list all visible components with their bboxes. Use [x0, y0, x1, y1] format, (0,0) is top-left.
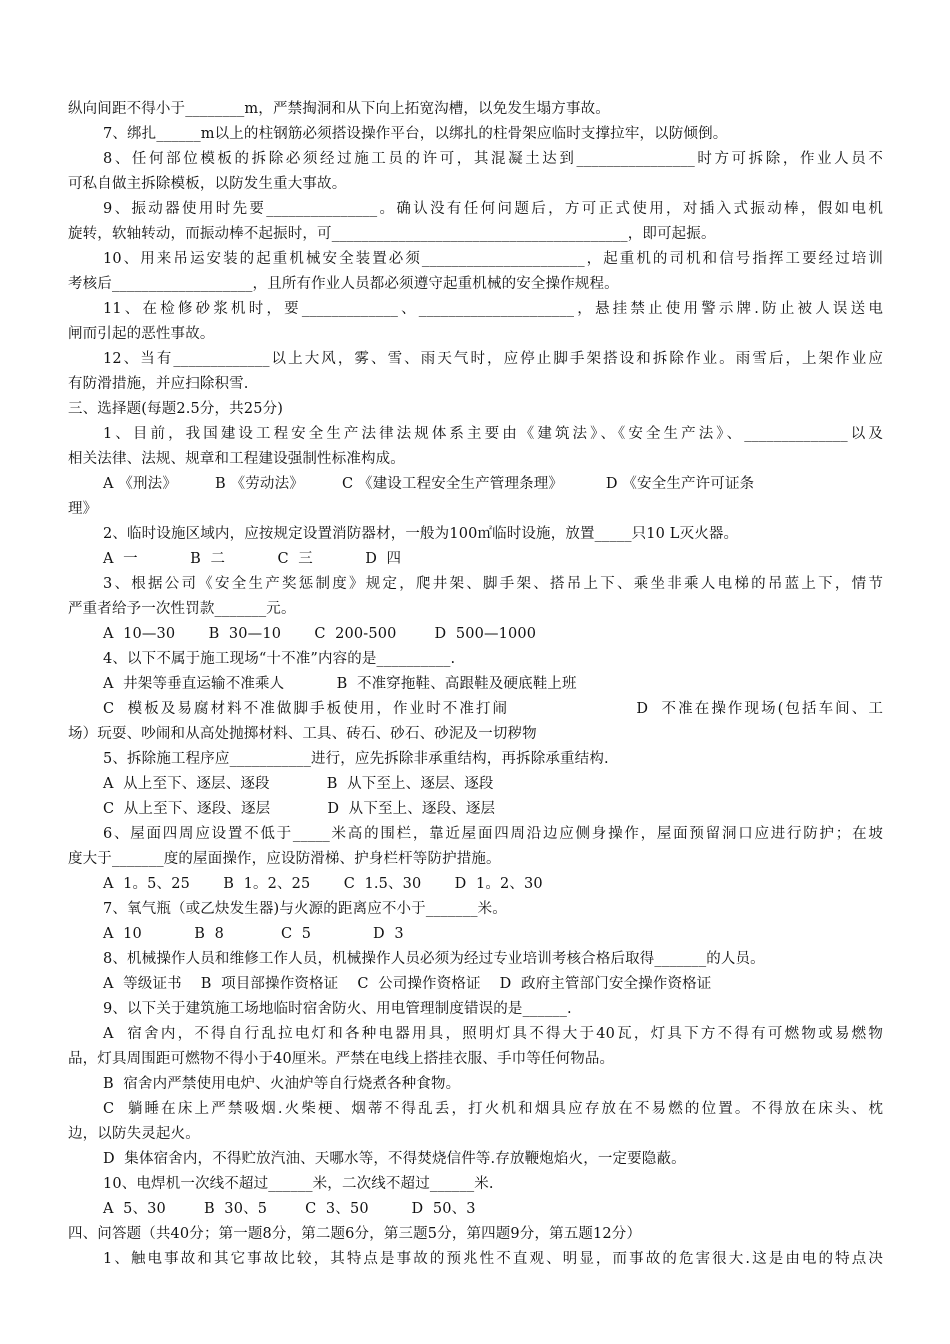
text-line: 5、拆除施工程序应___________进行，应先拆除非承重结构，再拆除承重结构. [103, 751, 609, 767]
option-line: A 5、30 B 30、5 C 3、50 D 50、3 [103, 1201, 476, 1217]
text-line: 品，灯具周围距可燃物不得小于40厘米。严禁在电线上搭挂衣服、手巾等任何物品。 [68, 1051, 615, 1067]
text-line: 12、当有_____________以上大风，雾、雪、雨天气时，应停止脚手架搭设和拆除作业。雨雪后，上架作业应 [103, 351, 883, 367]
option-line: B 宿舍内严禁使用电炉、火油炉等自行烧煮各种食物。 [103, 1076, 461, 1092]
option-line: A 宿舍内，不得自行乱拉电灯和各种电器用具，照明灯具不得大于40瓦，灯具下方不得有可燃物或易燃物 [103, 1026, 883, 1042]
option-line: A 1。5、25 B 1。2、25 C 1.5、30 D 1。2、30 [103, 876, 543, 892]
text-line: 相关法律、法规、规章和工程建设强制性标准构成。 [68, 451, 405, 467]
text-line: 8、任何部位模板的拆除必须经过施工员的许可，其混凝土达到________________时方可拆除，作业人员不 [103, 151, 883, 167]
text-line: 有防滑措施，并应扫除积雪. [68, 376, 249, 392]
option-line: C 模板及易腐材料不准做脚手板使用，作业时不准打闹 D 不准在操作现场(包括车间、工 [103, 701, 883, 717]
text-line: 7、氧气瓶（或乙炔发生器)与火源的距离应不小于_______米。 [103, 901, 507, 917]
text-line: 10、电焊机一次线不超过______米，二次线不超过______米. [103, 1176, 494, 1192]
text-line: 边，以防失灵起火。 [68, 1126, 200, 1142]
text-line: 9、振动器使用时先要_______________。确认没有任何问题后，方可正式使用，对插入式振动棒，假如电机 [103, 201, 883, 217]
option-line: A 一 B 二 C 三 D 四 [103, 551, 402, 567]
text-line: 1、触电事故和其它事故比较，其特点是事故的预兆性不直观、明显，而事故的危害很大.这是由电的特点决 [103, 1251, 883, 1267]
text-line: 2、临时设施区域内，应按规定设置消防器材，一般为100㎡临时设施，放置_____只10 L灭火器。 [103, 526, 739, 542]
section-heading: 三、选择题(每题2.5分，共25分) [68, 401, 284, 417]
text-line: 3、根据公司《安全生产奖惩制度》规定，爬井架、脚手架、搭吊上下、乘坐非乘人电梯的吊蓝上下，情节 [103, 576, 883, 592]
text-line: 11、在检修砂浆机时，要_____________、_____________________，悬挂禁止使用警示牌.防止被人误送电 [103, 301, 883, 317]
option-line: A 等级证书 B 项目部操作资格证 C 公司操作资格证 D 政府主管部门安全操作资格证 [103, 976, 712, 992]
text-line: 1、目前，我国建设工程安全生产法律法规体系主要由《建筑法》、《安全生产法》、______________以及 [103, 426, 883, 442]
text-line: 考核后___________________，且所有作业人员都必须遵守起重机械的安全操作规程。 [68, 276, 619, 292]
text-line: 闸而引起的恶性事故。 [68, 326, 215, 342]
text-line: 度大于_______度的屋面操作，应设防滑梯、护身栏杆等防护措施。 [68, 851, 501, 867]
text-line: 可私自做主拆除模板，以防发生重大事故。 [68, 176, 347, 192]
option-line: A 从上至下、逐层、逐段 B 从下至上、逐层、逐段 [103, 776, 494, 792]
text-line: 10、用来吊运安装的起重机械安全装置必须______________________，起重机的司机和信号指挥工要经过培训 [103, 251, 883, 267]
option-line: A 10—30 B 30—10 C 200-500 D 500—1000 [103, 626, 537, 642]
text-line: 4、以下不属于施工现场“十不准”内容的是__________. [103, 651, 456, 667]
text-line: 旋转，软轴转动，而振动棒不起振时，可________________________________________，即可起振。 [68, 226, 716, 242]
text-line: 6、屋面四周应设置不低于_____米高的围栏，靠近屋面四周沿边应侧身操作，屋面预留洞口应进行防护；在坡 [103, 826, 883, 842]
text-line: 理》 [68, 501, 98, 517]
section-heading: 四、问答题（共40分；第一题8分，第二题6分，第三题5分，第四题9分，第五题12分） [68, 1226, 642, 1242]
text-line: 9、以下关于建筑施工场地临时宿舍防火、用电管理制度错误的是______. [103, 1001, 572, 1017]
text-line: 严重者给予一次性罚款_______元。 [68, 601, 296, 617]
text-line: 8、机械操作人员和维修工作人员，机械操作人员必须为经过专业培训考核合格后取得_______的人员。 [103, 951, 765, 967]
option-line: C 从上至下、逐段、逐层 D 从下至上、逐段、逐层 [103, 801, 496, 817]
option-line: D 集体宿舍内，不得贮放汽油、天哪水等，不得焚烧信件等.存放鞭炮焰火，一定要隐蔽。 [103, 1151, 686, 1167]
text-line: 纵向间距不得小于________m，严禁掏洞和从下向上拓宽沟槽，以免发生塌方事故。 [68, 101, 610, 117]
option-line: A 《刑法》 B 《劳动法》 C 《建设工程安全生产管理条理》 D 《安全生产许可证条 [103, 476, 755, 492]
option-line: C 躺睡在床上严禁吸烟.火柴梗、烟蒂不得乱丢，打火机和烟具应存放在不易燃的位置。不得放在床头、枕 [103, 1101, 883, 1117]
text-line: 场）玩耍、吵闹和从高处抛掷材料、工具、砖石、砂石、砂泥及一切秽物 [68, 726, 537, 742]
text-line: 7、绑扎______m以上的柱钢筋必须搭设操作平台，以绑扎的柱骨架应临时支撑拉牢，以防倾倒。 [103, 126, 728, 142]
option-line: A 井架等垂直运输不准乘人 B 不准穿拖鞋、高跟鞋及硬底鞋上班 [103, 676, 577, 692]
option-line: A 10 B 8 C 5 D 3 [103, 926, 404, 942]
